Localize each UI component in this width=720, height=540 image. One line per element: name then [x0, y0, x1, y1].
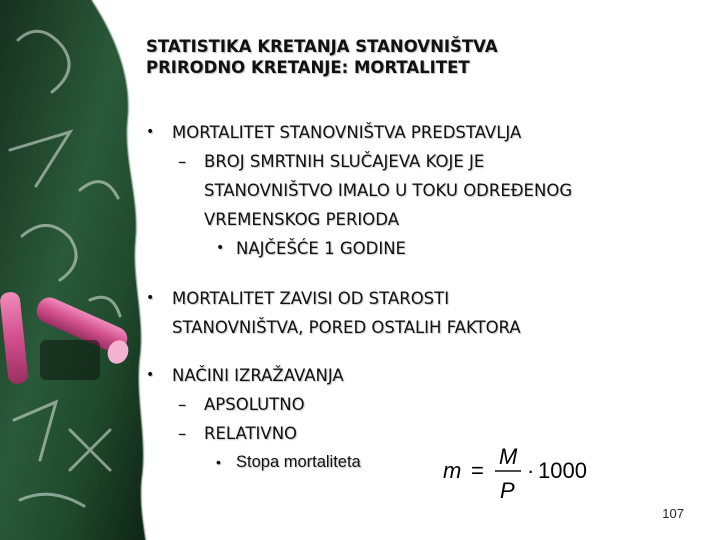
bullet-text: MORTALITET STANOVNIŠTVA PREDSTAVLJA — [172, 123, 522, 142]
sub-sub-bullet-stopa — [146, 448, 706, 477]
sub-bullet-line-2: STANOVNIŠTVO IMALO U TOKU ODREĐENOG — [204, 181, 573, 200]
mortality-rate-formula — [441, 444, 611, 508]
sub-sub-bullet-najcesce — [146, 234, 706, 263]
bullet-icon: • — [216, 454, 221, 470]
slide-title — [146, 36, 706, 78]
dash-icon: – — [178, 152, 187, 171]
bullet-line-1: MORTALITET ZAVISI OD STAROSTI — [172, 289, 450, 308]
sub-bullet-line-1: BROJ SMRTNIH SLUČAJEVA KOJE JE — [204, 152, 485, 171]
sub-bullet-relativno — [146, 419, 706, 448]
bullet-icon: • — [216, 240, 225, 256]
bullet-icon: • — [146, 367, 155, 383]
sub-bullet-line-3: VREMENSKOG PERIODA — [204, 210, 399, 229]
slide-content — [146, 118, 706, 477]
bullet-text: NAČINI IZRAŽAVANJA — [172, 366, 344, 385]
title-line-2: PRIRODNO KRETANJE: MORTALITET — [146, 58, 470, 77]
sub-bullet-apsolutno — [146, 390, 706, 419]
title-line-1: STATISTIKA KRETANJA STANOVNIŠTVA — [146, 37, 498, 56]
formula-lhs: m — [443, 458, 462, 483]
bullet-mortalitet-zavisi — [146, 284, 706, 342]
bullet-line-2: STANOVNIŠTVA, PORED OSTALIH FAKTORA — [172, 318, 521, 337]
bullet-nacini-izrazavanja — [146, 361, 706, 390]
sub-sub-bullet-text: Stopa mortaliteta — [236, 453, 361, 471]
sub-bullet-text: APSOLUTNO — [204, 395, 305, 414]
dash-icon: – — [178, 424, 187, 443]
sub-bullet-broj-smrtnih — [146, 147, 706, 234]
formula-multiplier: · — [527, 458, 535, 483]
bullet-icon: • — [146, 124, 155, 140]
dash-icon: – — [178, 395, 187, 414]
formula-denominator: P — [500, 478, 515, 503]
formula-constant: 1000 — [538, 458, 587, 483]
formula-numerator: M — [499, 444, 518, 469]
bullet-icon: • — [146, 290, 155, 306]
chalkboard-decoration — [0, 0, 150, 540]
sub-bullet-text: RELATIVNO — [204, 424, 298, 443]
bullet-mortalitet-predstavlja — [146, 118, 706, 147]
page-number: 107 — [662, 506, 684, 521]
formula-equals: = — [471, 458, 484, 483]
sub-sub-bullet-text: NAJČEŠĆE 1 GODINE — [236, 239, 406, 258]
